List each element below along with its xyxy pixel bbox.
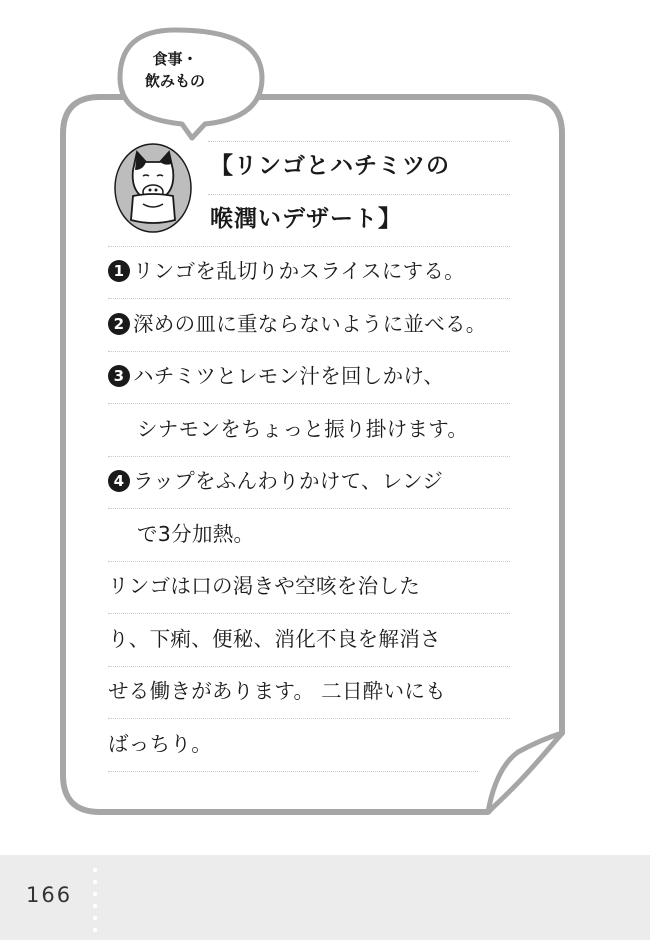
- recipe-title-line-1: 【リンゴとハチミツの: [210, 153, 450, 179]
- step-number-badge: 1: [108, 260, 130, 282]
- ruled-line: [108, 298, 510, 299]
- step-3-continuation: シナモンをちょっと振り掛けます。: [137, 417, 469, 441]
- step-3: [108, 361, 512, 391]
- footer-dot-divider: [92, 865, 98, 935]
- ruled-line: [108, 613, 510, 614]
- step-4-continuation: で3分加熱。: [137, 522, 255, 546]
- cat-mascot-icon: [113, 140, 193, 235]
- step-2: [108, 309, 512, 339]
- recipe-title-line-2: 喉潤いデザート】: [210, 206, 402, 232]
- note-line: り、下痢、便秘、消化不良を解消さ: [108, 627, 441, 651]
- ruled-line: [108, 351, 510, 352]
- category-line-2: 飲みもの: [144, 72, 205, 90]
- step-text: リンゴを乱切りかスライスにする。: [133, 259, 465, 283]
- note-line: せる働きがあります。 二日酔いにも: [108, 679, 446, 703]
- ruled-line: [108, 246, 510, 247]
- note-line: リンゴは口の渇きや空咳を治した: [108, 574, 420, 598]
- step-number-badge: 3: [108, 365, 130, 387]
- ruled-line: [108, 403, 510, 404]
- step-text: ハチミツとレモン汁を回しかけ、: [133, 364, 445, 388]
- ruled-line: [108, 718, 510, 719]
- ruled-line: [108, 666, 510, 667]
- step-1: [108, 256, 512, 286]
- step-text: 深めの皿に重ならないように並べる。: [133, 312, 487, 336]
- ruled-line: [208, 141, 510, 142]
- step-number-badge: 4: [108, 470, 130, 492]
- ruled-line: [108, 771, 478, 772]
- ruled-line: [108, 456, 510, 457]
- ruled-line: [108, 508, 510, 509]
- category-line-1: 食事・: [152, 50, 198, 68]
- page-footer: [0, 855, 650, 940]
- ruled-line: [208, 194, 510, 195]
- step-number-badge: 2: [108, 313, 130, 335]
- step-text: ラップをふんわりかけて、レンジ: [133, 469, 444, 493]
- ruled-line: [108, 561, 510, 562]
- category-label: [120, 48, 230, 92]
- step-4: [108, 466, 512, 496]
- note-line: ばっちり。: [108, 732, 212, 756]
- page-number: 166: [26, 883, 73, 907]
